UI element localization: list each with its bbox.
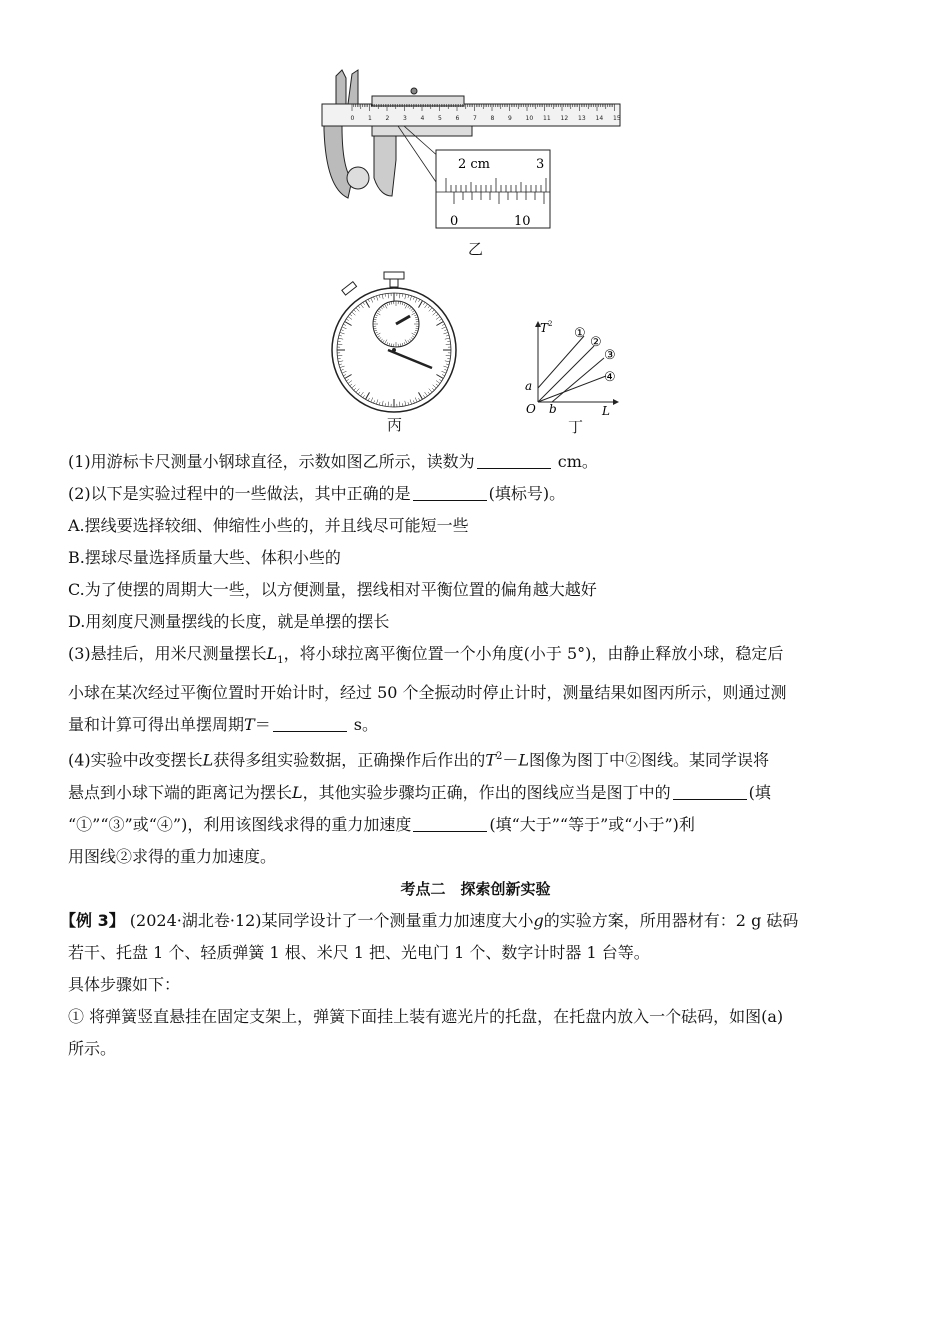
q3-part: 量和计算可得出单摆周期 [68, 715, 245, 735]
q4-part: 图像为图丁中②图线。某同学误将 [529, 750, 770, 770]
intercept-a-label: a [525, 379, 533, 393]
q4-answer-blank-2[interactable] [413, 813, 487, 832]
q3-eq: ＝ [254, 715, 271, 735]
caliper-caption: 乙 [468, 240, 484, 258]
q4-part: 悬点到小球下端的距离记为摆长 [68, 782, 293, 802]
y-axis-sup: 2 [548, 320, 553, 328]
option-a: A.摆线要选择较细、伸缩性小些的，并且线尽可能短一些 [68, 516, 469, 535]
main-scale-label: 7 [473, 115, 477, 122]
zoom-label-vernier-0: 0 [450, 214, 459, 229]
q4-L3: L [292, 782, 303, 802]
main-scale-label: 11 [543, 115, 551, 122]
q2-tail: (填标号)。 [488, 484, 566, 503]
caliper-figure [318, 68, 628, 238]
main-scale-label: 13 [578, 115, 586, 122]
main-scale-label: 3 [403, 115, 407, 122]
q4-answer-blank-1[interactable] [673, 781, 747, 800]
q4-dash: － [502, 750, 519, 770]
option-b: B.摆球尽量选择质量大些、体积小些的 [68, 548, 341, 567]
question-text [60, 446, 883, 1065]
q4-T: T [485, 750, 496, 770]
main-scale-label: 4 [420, 115, 425, 122]
q3-answer-blank[interactable] [273, 713, 347, 732]
line-label-4: ④ [604, 370, 616, 385]
q4-L: L [202, 750, 214, 770]
q4-line-2 [68, 777, 883, 809]
q3-L: L [266, 644, 278, 663]
q4-part: (4)实验中改变摆长 [68, 750, 203, 770]
t2-l-graph [518, 318, 628, 418]
q1-answer-blank[interactable] [477, 450, 551, 469]
q4-part: 获得多组实验数据，正确操作后作出的 [213, 750, 486, 770]
stopwatch-figure [328, 268, 462, 416]
main-scale-label: 10 [525, 115, 534, 122]
graph-caption: 丁 [568, 418, 584, 436]
line-label-2: ② [590, 335, 602, 350]
q3-line-3 [68, 709, 883, 741]
q4-part: (填 [748, 782, 771, 802]
main-scale-label: 15 [613, 115, 621, 122]
q4-line-3 [68, 809, 883, 841]
example-part: 的实验方案，所用器材有：2 g 砝码 [543, 910, 799, 930]
q1-text: (1)用游标卡尺测量小钢球直径，示数如图乙所示，读数为 [68, 452, 475, 471]
q4-part: “①”“③”或“④”)，利用该图线求得的重力加速度 [68, 814, 412, 834]
q2-text: (2)以下是实验过程中的一些做法，其中正确的是 [68, 484, 411, 503]
example-part: (2024·湖北卷·12)某同学设计了一个测量重力加速度大小 [124, 910, 534, 930]
q4-part: ，其他实验步骤均正确，作出的图线应当是图丁中的 [302, 782, 671, 802]
q3-T: T [244, 715, 255, 735]
zoom-label-vernier-10: 10 [514, 214, 531, 229]
q3-unit: s。 [353, 715, 379, 735]
q4-sup: 2 [495, 751, 503, 763]
q3-part: (3)悬挂后，用米尺测量摆长 [68, 644, 267, 663]
origin-label: O [526, 402, 536, 416]
zoom-label-3: 3 [536, 157, 545, 172]
q2-answer-blank[interactable] [413, 482, 487, 501]
x-axis-label: L [602, 404, 610, 418]
q3-sub: 1 [277, 655, 284, 667]
option-c: C.为了使摆的周期大一些，以方便测量，摆线相对平衡位置的偏角越大越好 [68, 580, 597, 599]
main-scale-label: 2 [385, 115, 390, 122]
step-1-line-1: ① 将弹簧竖直悬挂在固定支架上，弹簧下面挂上装有遮光片的托盘，在托盘内放入一个砝码，如图(a) [68, 1006, 784, 1026]
q4-L2: L [518, 750, 529, 770]
example-g: g [533, 910, 544, 930]
example-line-2: 若干、托盘 1 个、轻质弹簧 1 根、米尺 1 把、光电门 1 个、数字计时器 1 台等。 [68, 942, 650, 962]
q4-line-4: 用图线②求得的重力加速度。 [68, 846, 277, 866]
main-scale-label: 12 [560, 115, 569, 122]
main-scale-label: 14 [595, 115, 604, 122]
graph-line-4 [538, 376, 606, 402]
main-scale-label: 5 [438, 115, 442, 122]
q3-part: ，将小球拉离平衡位置一个小角度(小于 5°)，由静止释放小球，稳定后 [283, 644, 784, 663]
q4-line-1 [68, 741, 883, 776]
steps-intro: 具体步骤如下： [68, 974, 181, 994]
stopwatch-caption: 丙 [387, 416, 403, 434]
main-scale-label: 6 [455, 115, 460, 122]
q1-unit: cm。 [557, 452, 598, 471]
line-label-3: ③ [604, 348, 616, 363]
main-scale-label: 8 [490, 115, 495, 122]
example-tag: 【例 3】 [60, 910, 125, 930]
q4-part: (填“大于”“等于”或“小于”)利 [489, 814, 695, 834]
y-axis-label: T [540, 321, 549, 335]
zoom-label-2cm: 2 cm [458, 157, 491, 172]
q3-line-1 [68, 638, 883, 677]
q3-line-2: 小球在某次经过平衡位置时开始计时，经过 50 个全振动时停止计时，测量结果如图丙所示，则通过测 [68, 683, 787, 703]
option-d: D.用刻度尺测量摆线的长度，就是单摆的摆长 [68, 612, 390, 631]
example-line-1 [60, 905, 883, 937]
main-scale-label: 0 [350, 115, 355, 122]
step-1-line-2: 所示。 [68, 1038, 117, 1058]
main-scale-label: 9 [508, 115, 512, 122]
section-title: 考点二 探索创新实验 [400, 879, 551, 898]
main-scale-label: 1 [368, 115, 372, 122]
q2-line [68, 478, 883, 510]
line-label-1: ① [574, 326, 586, 341]
q1-line [68, 446, 883, 478]
intercept-b-label: b [549, 402, 557, 416]
